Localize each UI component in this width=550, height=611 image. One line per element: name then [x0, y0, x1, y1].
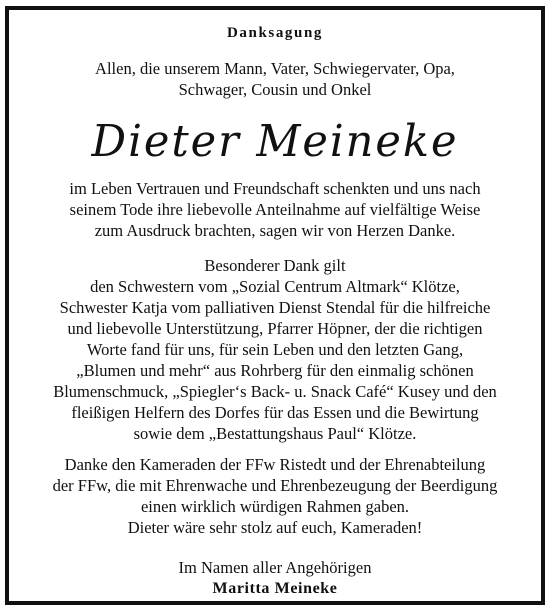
intro-line: Allen, die unserem Mann, Vater, Schwiegervater, Opa, [95, 59, 455, 78]
intro-line: Schwager, Cousin und Onkel [178, 80, 372, 99]
text-line: fleißigen Helfern des Dorfes für das Essen und die Bewirtung [71, 403, 479, 422]
text-line: Blumenschmuck, „Spiegler‘s Back- u. Snack Café“ Kusey und den [53, 382, 497, 401]
text-line: Worte fand für uns, für sein Leben und den letzten Gang, [86, 340, 464, 359]
intro-text [25, 58, 525, 100]
thanks-paragraph-3 [25, 454, 525, 538]
text-line: Schwester Katja vom palliativen Dienst Stendal für die hilfreiche [59, 298, 491, 317]
deceased-name: Dieter Meineke [91, 116, 459, 167]
text-line: „Blumen und mehr“ aus Rohrberg für den einmalig schönen [76, 361, 474, 380]
signer-name: Maritta Meineke [212, 580, 338, 597]
text-line: einen wirklich würdigen Rahmen gaben. [140, 497, 410, 516]
text-line: seinem Tode ihre liebevolle Anteilnahme auf vielfältige Weise [69, 200, 481, 219]
text-line: Danke den Kameraden der FFw Ristedt und der Ehrenabteilung [64, 455, 486, 474]
text-line: der FFw, die mit Ehrenwache und Ehrenbezeugung der Beerdigung [52, 476, 498, 495]
notice-title: Danksagung [226, 25, 324, 41]
text-line: sowie dem „Bestattungshaus Paul“ Klötze. [133, 424, 417, 443]
text-line: und liebevolle Unterstützung, Pfarrer Höpner, der die richtigen [67, 319, 483, 338]
thanks-paragraph-1 [25, 178, 525, 241]
text-line: den Schwestern vom „Sozial Centrum Altmark“ Klötze, [90, 277, 460, 296]
closing-text: Im Namen aller Angehörigen [178, 558, 372, 577]
text-line: Dieter wäre sehr stolz auf euch, Kameraden! [127, 518, 423, 537]
text-line: Besonderer Dank gilt [204, 256, 346, 275]
notice-frame [5, 6, 545, 605]
text-line: im Leben Vertrauen und Freundschaft schenkten und uns nach [69, 179, 481, 198]
text-line: zum Ausdruck brachten, sagen wir von Herzen Danke. [94, 221, 456, 240]
thanks-paragraph-2 [25, 255, 525, 444]
